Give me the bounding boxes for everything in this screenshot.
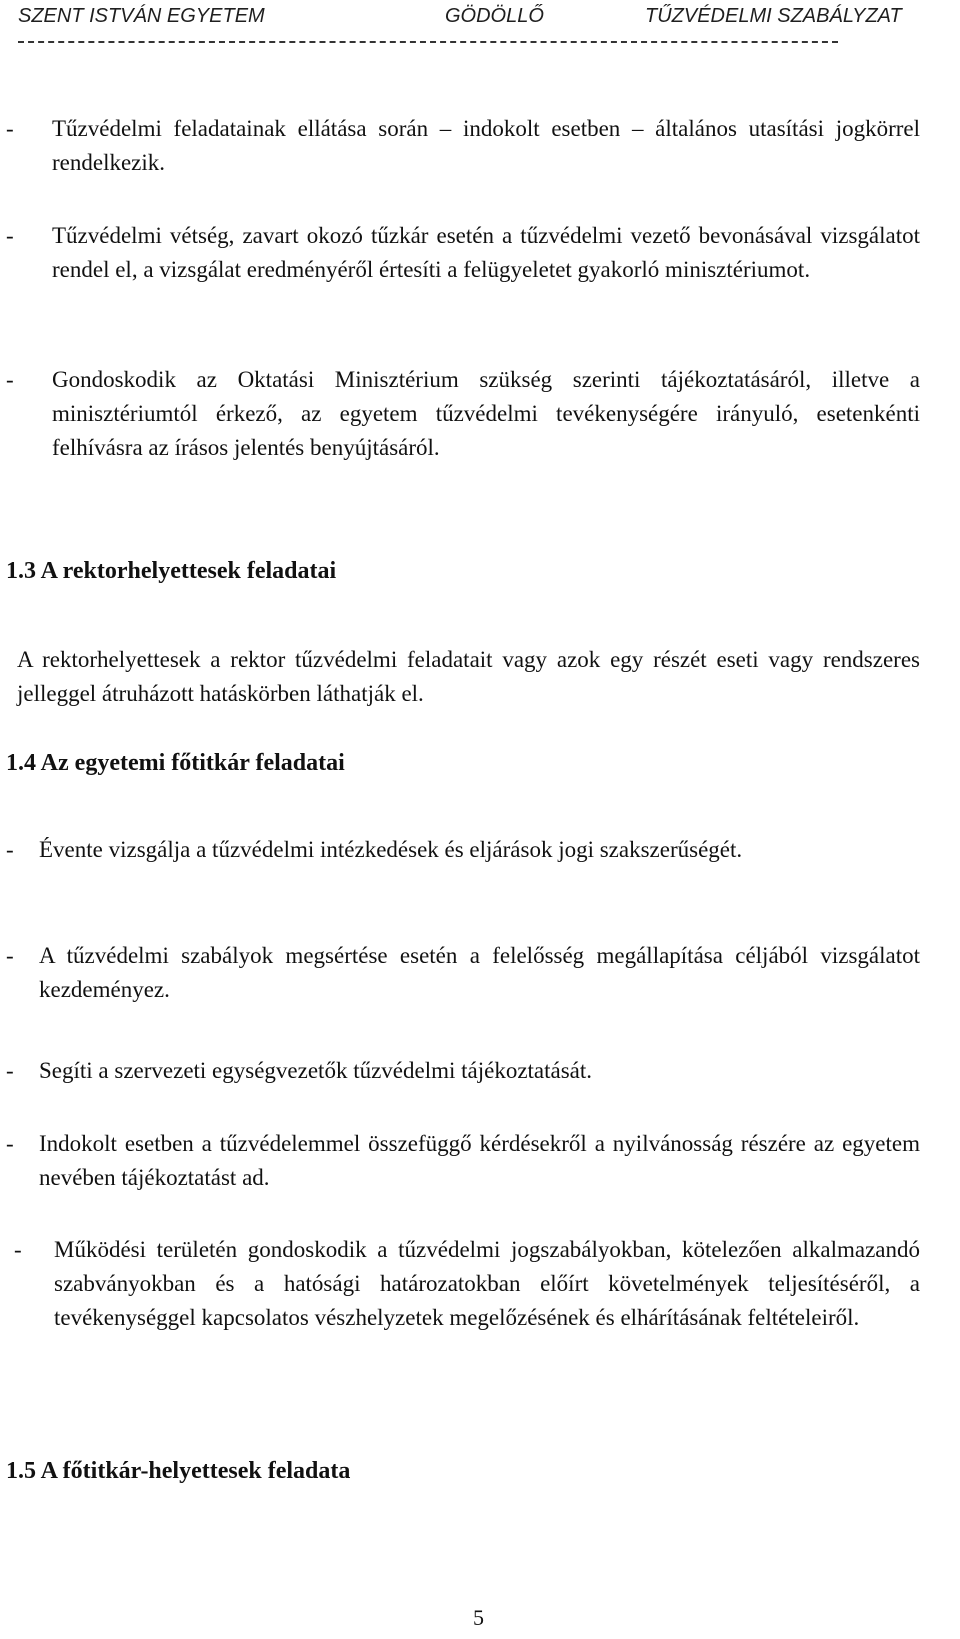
list-item-text: A tűzvédelmi szabályok megsértése esetén a felelősség megállapítása céljából vizsgálatot kezdeményez. xyxy=(39,943,920,1002)
header-document-title: TŰZVÉDELMI SZABÁLYZAT xyxy=(645,5,902,27)
list-dash: - xyxy=(6,943,14,968)
section-heading-1-4: 1.4 Az egyetemi főtitkár feladatai xyxy=(6,750,345,776)
list-dash: - xyxy=(6,116,14,141)
list-item xyxy=(6,363,920,465)
header-university-name: SZENT ISTVÁN EGYETEM xyxy=(18,5,265,27)
section-1-3-paragraph: A rektorhelyettesek a rektor tűzvédelmi feladatait vagy azok egy részét eseti vagy rendszeres jelleggel átruházott hatáskörben láthatják el. xyxy=(17,647,920,706)
header-city: GÖDÖLLŐ xyxy=(445,5,544,27)
section-heading-1-3: 1.3 A rektorhelyettesek feladatai xyxy=(6,558,337,584)
list-dash: - xyxy=(6,837,14,862)
list-item-text: Évente vizsgálja a tűzvédelmi intézkedések és eljárások jogi szakszerűségét. xyxy=(39,837,743,862)
page-number: 5 xyxy=(473,1605,484,1630)
list-dash: - xyxy=(14,1237,22,1262)
list-item-text: Indokolt esetben a tűzvédelemmel összefüggő kérdésekről a nyilvánosság részére az egyetem nevében tájékoztatást ad. xyxy=(39,1131,920,1190)
list-item xyxy=(6,1127,920,1195)
list-item-text: Tűzvédelmi vétség, zavart okozó tűzkár esetén a tűzvédelmi vezető bevonásával vizsgálatot rendel el, a vizsgálat eredményéről értesíti a felügyeletet gyakorló minisztériumot. xyxy=(52,223,920,282)
list-item-text: Segíti a szervezeti egységvezetők tűzvédelmi tájékoztatását. xyxy=(39,1058,593,1083)
page-header xyxy=(18,5,918,35)
header-divider xyxy=(18,41,838,43)
list-dash: - xyxy=(6,1131,14,1156)
section-heading-1-5: 1.5 A főtitkár-helyettesek feladata xyxy=(6,1458,351,1484)
list-item-text: Működési területén gondoskodik a tűzvédelmi jogszabályokban, kötelezően alkalmazandó szabványokban és a hatósági határozatokban előírt követelmények teljesítéséről, a tevékenységgel kapcsolatos vészhelyzetek megelőzésének és elhárításának feltételeiről. xyxy=(54,1237,920,1330)
list-item xyxy=(14,1233,920,1369)
list-dash: - xyxy=(6,223,14,248)
list-item xyxy=(6,1054,920,1088)
list-item-text: Tűzvédelmi feladatainak ellátása során – indokolt esetben – általános utasítási jogkörrel rendelkezik. xyxy=(52,116,920,175)
list-item xyxy=(6,112,920,180)
list-dash: - xyxy=(6,367,14,392)
list-item-text: Gondoskodik az Oktatási Minisztérium szükség szerinti tájékoztatásáról, illetve a minisztériumtól érkező, az egyetem tűzvédelmi tevékenységére irányuló, esetenkénti felhívásra az írásos jelentés benyújtásáról. xyxy=(52,367,920,460)
list-dash: - xyxy=(6,1058,14,1083)
list-item xyxy=(6,219,920,321)
list-item xyxy=(6,939,920,1007)
list-item xyxy=(6,833,920,901)
